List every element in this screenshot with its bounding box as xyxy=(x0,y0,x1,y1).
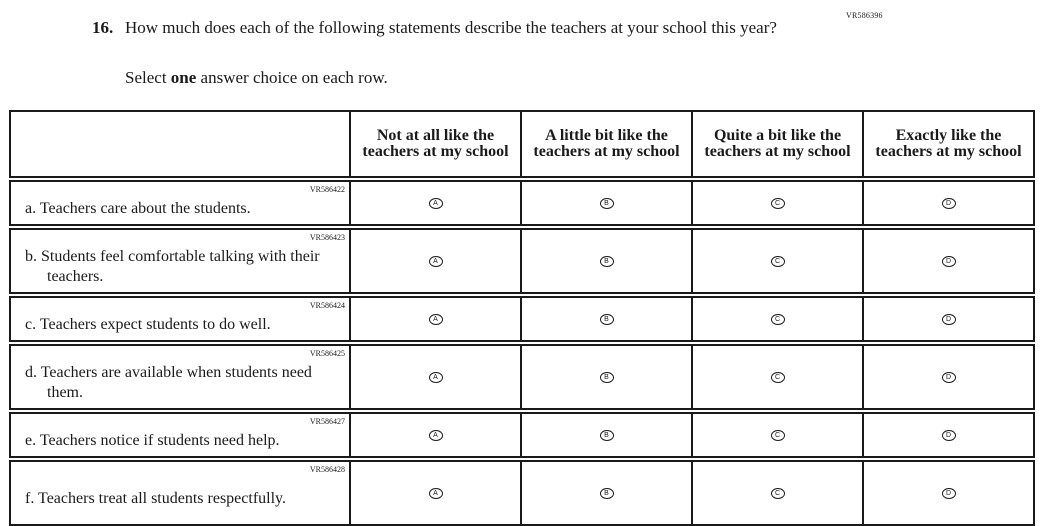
statement-text xyxy=(11,363,349,407)
statement-cell xyxy=(10,345,350,409)
answer-bubble-b-3[interactable]: D xyxy=(942,256,956,267)
instruction xyxy=(125,68,388,88)
answer-bubble-c-2[interactable]: C xyxy=(771,314,785,325)
option-cell xyxy=(863,181,1034,225)
option-cell xyxy=(692,297,863,341)
statement-label: a. xyxy=(25,200,37,217)
statement-body: Teachers notice if students need help. xyxy=(39,432,280,449)
answer-bubble-a-3[interactable]: D xyxy=(942,198,956,209)
option-cell xyxy=(692,413,863,457)
answer-bubble-c-3[interactable]: D xyxy=(942,314,956,325)
header-blank xyxy=(10,111,350,177)
option-cell xyxy=(692,461,863,525)
option-cell xyxy=(350,413,521,457)
answer-bubble-f-2[interactable]: C xyxy=(771,488,785,499)
instruction-emphasis: one xyxy=(170,68,197,87)
table-row-e xyxy=(10,413,1034,457)
statement-cell xyxy=(10,413,350,457)
column-header-a: Not at all like the teachers at my school xyxy=(350,111,521,177)
question-text: How much does each of the following statements describe the teachers at your school this year? xyxy=(125,18,777,37)
option-cell xyxy=(863,345,1034,409)
column-header-b: A little bit like the teachers at my school xyxy=(521,111,692,177)
answer-bubble-d-0[interactable]: A xyxy=(429,372,443,383)
question-number: 16. xyxy=(92,18,114,37)
column-header-d: Exactly like the teachers at my school xyxy=(863,111,1034,177)
option-cell xyxy=(350,229,521,293)
answer-bubble-c-1[interactable]: B xyxy=(600,314,614,325)
option-cell xyxy=(692,229,863,293)
table-row-c xyxy=(10,297,1034,341)
statement-label: d. xyxy=(25,364,37,381)
row-item-code: VR586427 xyxy=(309,417,345,426)
table-row-f xyxy=(10,461,1034,525)
option-cell xyxy=(863,413,1034,457)
answer-bubble-d-3[interactable]: D xyxy=(942,372,956,383)
statement-label: f. xyxy=(25,490,35,507)
row-item-code: VR586423 xyxy=(309,233,345,242)
statement-body: Teachers are available when students need them. xyxy=(40,364,312,401)
statement-cell xyxy=(10,297,350,341)
statement-body: Teachers treat all students respectfully. xyxy=(38,490,287,507)
statement-label: b. xyxy=(25,248,37,265)
statement-text xyxy=(11,199,349,223)
instruction-pre: Select xyxy=(125,68,171,87)
answer-bubble-f-3[interactable]: D xyxy=(942,488,956,499)
answer-bubble-b-1[interactable]: B xyxy=(600,256,614,267)
answer-bubble-a-1[interactable]: B xyxy=(600,198,614,209)
row-item-code: VR586422 xyxy=(309,185,345,194)
statement-body: Teachers expect students to do well. xyxy=(39,316,271,333)
option-cell xyxy=(521,413,692,457)
statement-cell xyxy=(10,461,350,525)
answer-bubble-d-2[interactable]: C xyxy=(771,372,785,383)
option-cell xyxy=(863,461,1034,525)
option-cell xyxy=(521,297,692,341)
statement-text xyxy=(11,489,349,513)
answer-bubble-d-1[interactable]: B xyxy=(600,372,614,383)
table-row-a xyxy=(10,181,1034,225)
table-row-d xyxy=(10,345,1034,409)
statement-label: e. xyxy=(25,432,37,449)
option-cell xyxy=(521,181,692,225)
row-item-code: VR586425 xyxy=(309,349,345,358)
option-cell xyxy=(350,461,521,525)
question-item-code: VR586396 xyxy=(846,11,883,20)
statement-text xyxy=(11,431,349,455)
response-grid xyxy=(9,110,1035,526)
statement-text xyxy=(11,247,349,291)
answer-bubble-a-2[interactable]: C xyxy=(771,198,785,209)
statement-body: Teachers care about the students. xyxy=(39,200,251,217)
option-cell xyxy=(692,181,863,225)
statement-body: Students feel comfortable talking with their teachers. xyxy=(41,248,320,285)
option-cell xyxy=(350,345,521,409)
statement-cell xyxy=(10,181,350,225)
answer-bubble-f-1[interactable]: B xyxy=(600,488,614,499)
table-row-b xyxy=(10,229,1034,293)
statement-cell xyxy=(10,229,350,293)
option-cell xyxy=(692,345,863,409)
answer-bubble-b-0[interactable]: A xyxy=(429,256,443,267)
option-cell xyxy=(863,297,1034,341)
column-header-c: Quite a bit like the teachers at my school xyxy=(692,111,863,177)
answer-bubble-e-2[interactable]: C xyxy=(771,430,785,441)
answer-bubble-e-1[interactable]: B xyxy=(600,430,614,441)
answer-bubble-f-0[interactable]: A xyxy=(429,488,443,499)
option-cell xyxy=(521,461,692,525)
row-item-code: VR586428 xyxy=(309,465,345,474)
answer-bubble-a-0[interactable]: A xyxy=(429,198,443,209)
statement-label: c. xyxy=(25,316,37,333)
row-item-code: VR586424 xyxy=(309,301,345,310)
option-cell xyxy=(350,297,521,341)
answer-bubble-e-3[interactable]: D xyxy=(942,430,956,441)
answer-bubble-c-0[interactable]: A xyxy=(429,314,443,325)
option-cell xyxy=(863,229,1034,293)
answer-bubble-e-0[interactable]: A xyxy=(429,430,443,441)
statement-text xyxy=(11,315,349,339)
option-cell xyxy=(521,345,692,409)
option-cell xyxy=(350,181,521,225)
instruction-post: answer choice on each row. xyxy=(196,68,388,87)
option-cell xyxy=(521,229,692,293)
answer-bubble-b-2[interactable]: C xyxy=(771,256,785,267)
